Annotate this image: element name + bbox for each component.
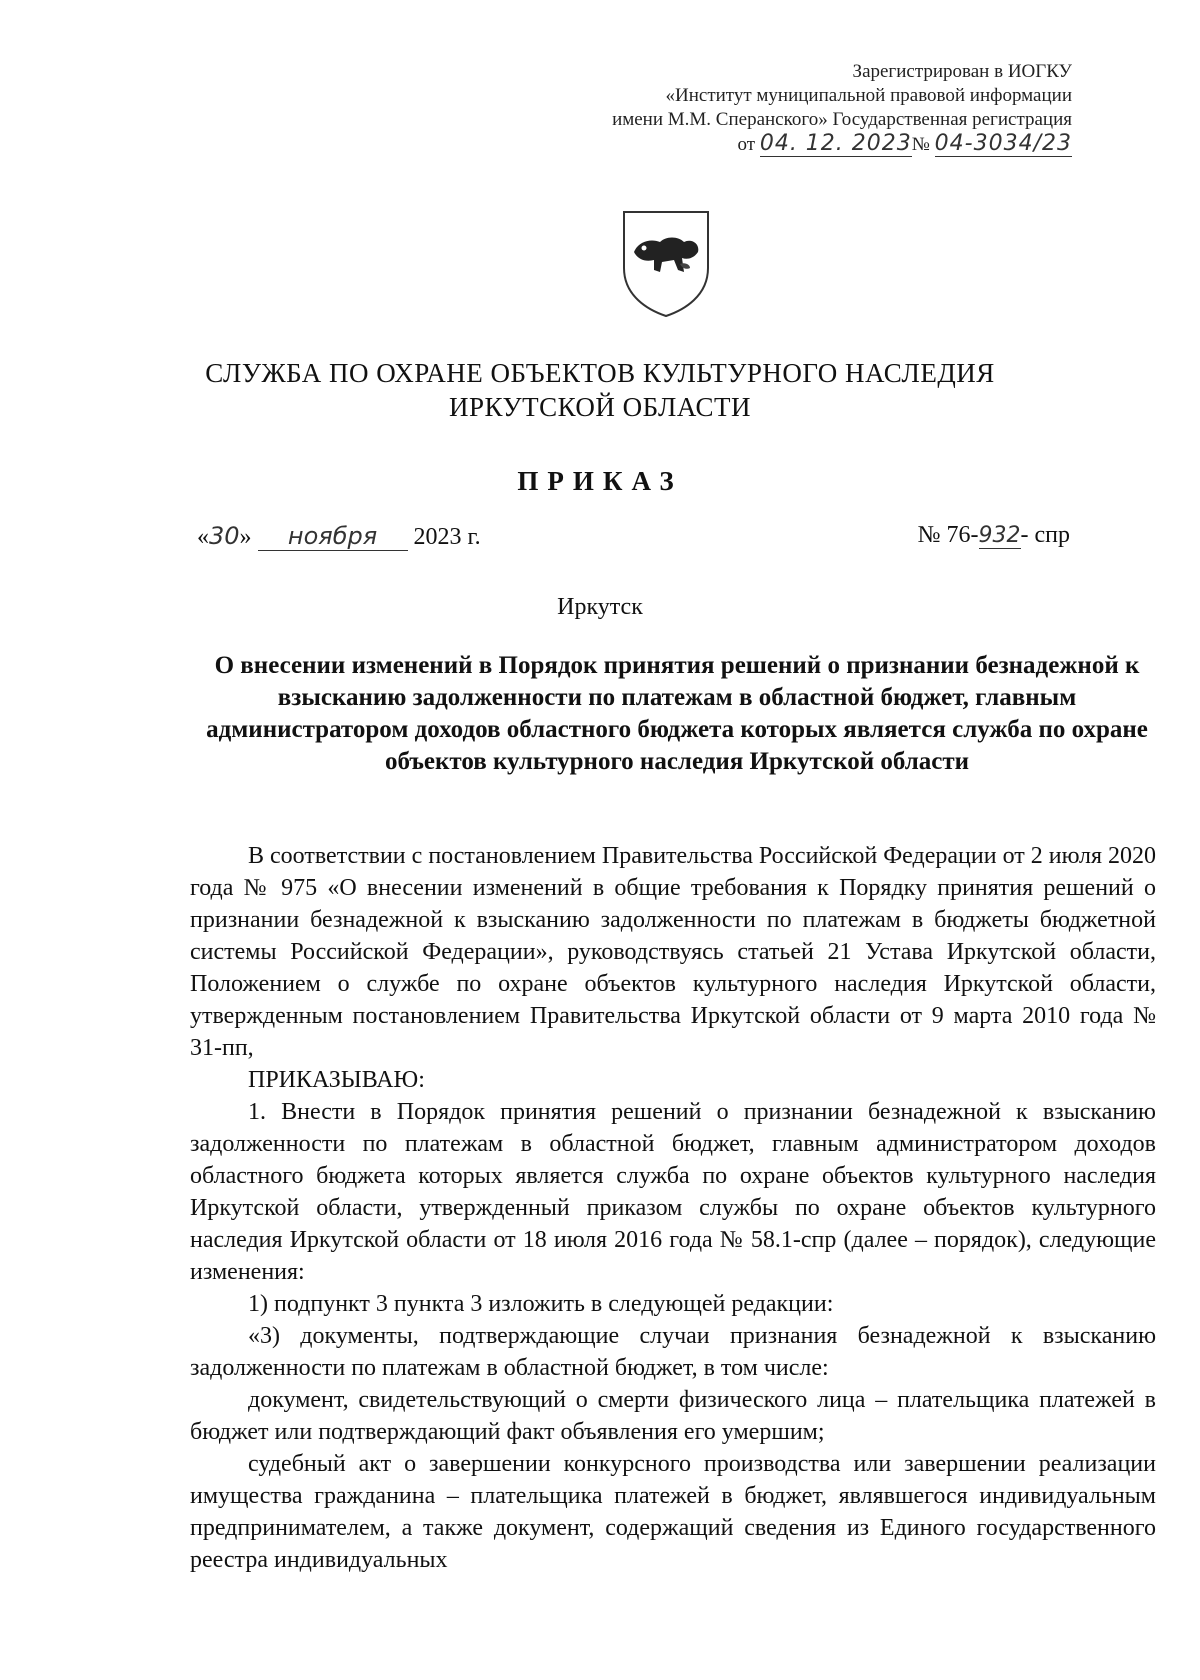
paragraph: судебный акт о завершении конкурсного производства или завершении реализации имущества гражданина – плательщика платежей в бюджет, являвшегося индивидуальным предпринимателем, а также документ, содержащий сведения из Единого государственного реестра индивидуальных — [190, 1451, 1156, 1573]
organization-line-1: СЛУЖБА ПО ОХРАНЕ ОБЪЕКТОВ КУЛЬТУРНОГО НАСЛЕДИЯ — [205, 358, 995, 388]
document-type: ПРИКАЗ — [517, 466, 683, 496]
paragraph: «3) документы, подтверждающие случаи признания безнадежной к взысканию задолженности по платежам в областной бюджет, в том числе: — [190, 1323, 1156, 1381]
city: Иркутск — [557, 594, 643, 620]
date-month-handwritten: ноября — [258, 522, 408, 551]
date-open-quote: « — [197, 524, 209, 550]
paragraph: В соответствии с постановлением Правительства Российской Федерации от 2 июля 2020 года № 975 «О внесении изменений в общие требования к Порядку принятия решений о признании безнадежной к взысканию задолженности по платежам в бюджеты бюджетной системы Российской Федерации», руководствуясь статьей 21 Устава Иркутской области, Положением о службе по охране объектов культурного наследия Иркутской области, утвержденным постановлением Правительства Иркутской области от 9 марта 2010 года № 31-пп, — [190, 843, 1156, 1061]
registration-stamp — [612, 60, 1072, 157]
registration-no-label: № — [911, 134, 930, 155]
registration-from-label: от — [737, 134, 756, 155]
order-number-suffix: - спр — [1020, 522, 1070, 548]
document-title: О внесении изменений в Порядок принятия решений о признании безнадежной к взысканию задолженности по платежам в областной бюджет, главным администратором доходов областного бюджета которых является служба по охране объектов культурного наследия Иркутской области — [206, 652, 1148, 775]
registration-line-1: Зарегистрирован в ИОГКУ — [852, 61, 1072, 82]
paragraph: документ, свидетельствующий о смерти физического лица – плательщика платежей в бюджет или подтверждающий факт объявления его умершим; — [190, 1387, 1156, 1445]
date-close-quote: » — [239, 524, 252, 550]
registration-date-handwritten: 04. 12. 2023 — [759, 131, 912, 156]
organization-name — [0, 356, 1200, 424]
paragraph: 1. Внести в Порядок принятия решений о признании безнадежной к взысканию задолженности по платежам в областной бюджет, главным администратором доходов областного бюджета которых является служба по охране объектов культурного наследия Иркутской области, утвержденный приказом службы по охране объектов культурного наследия Иркутской области от 18 июля 2016 года № 58.1-спр (далее – порядок), следующие изменения: — [190, 1099, 1156, 1285]
order-number-handwritten: 932 — [978, 523, 1021, 548]
order-number-prefix: № 76- — [917, 522, 979, 548]
organization-line-2: ИРКУТСКОЙ ОБЛАСТИ — [449, 392, 751, 422]
document-body — [190, 840, 1156, 1576]
registration-line-4 — [612, 132, 1072, 157]
date-year: 2023 г. — [413, 524, 481, 550]
date-day-handwritten: 30 — [209, 522, 240, 550]
registration-line-2: «Институт муниципальной правовой информации — [665, 85, 1072, 106]
registration-line-3: имени М.М. Сперанского» Государственная регистрация — [612, 109, 1072, 130]
order-number — [918, 522, 1070, 549]
registration-number-handwritten: 04-3034/23 — [934, 131, 1072, 156]
order-date — [197, 522, 481, 551]
coat-of-arms-icon — [620, 208, 712, 320]
paragraph: 1) подпункт 3 пункта 3 изложить в следующей редакции: — [248, 1291, 834, 1317]
paragraph: ПРИКАЗЫВАЮ: — [248, 1067, 425, 1093]
